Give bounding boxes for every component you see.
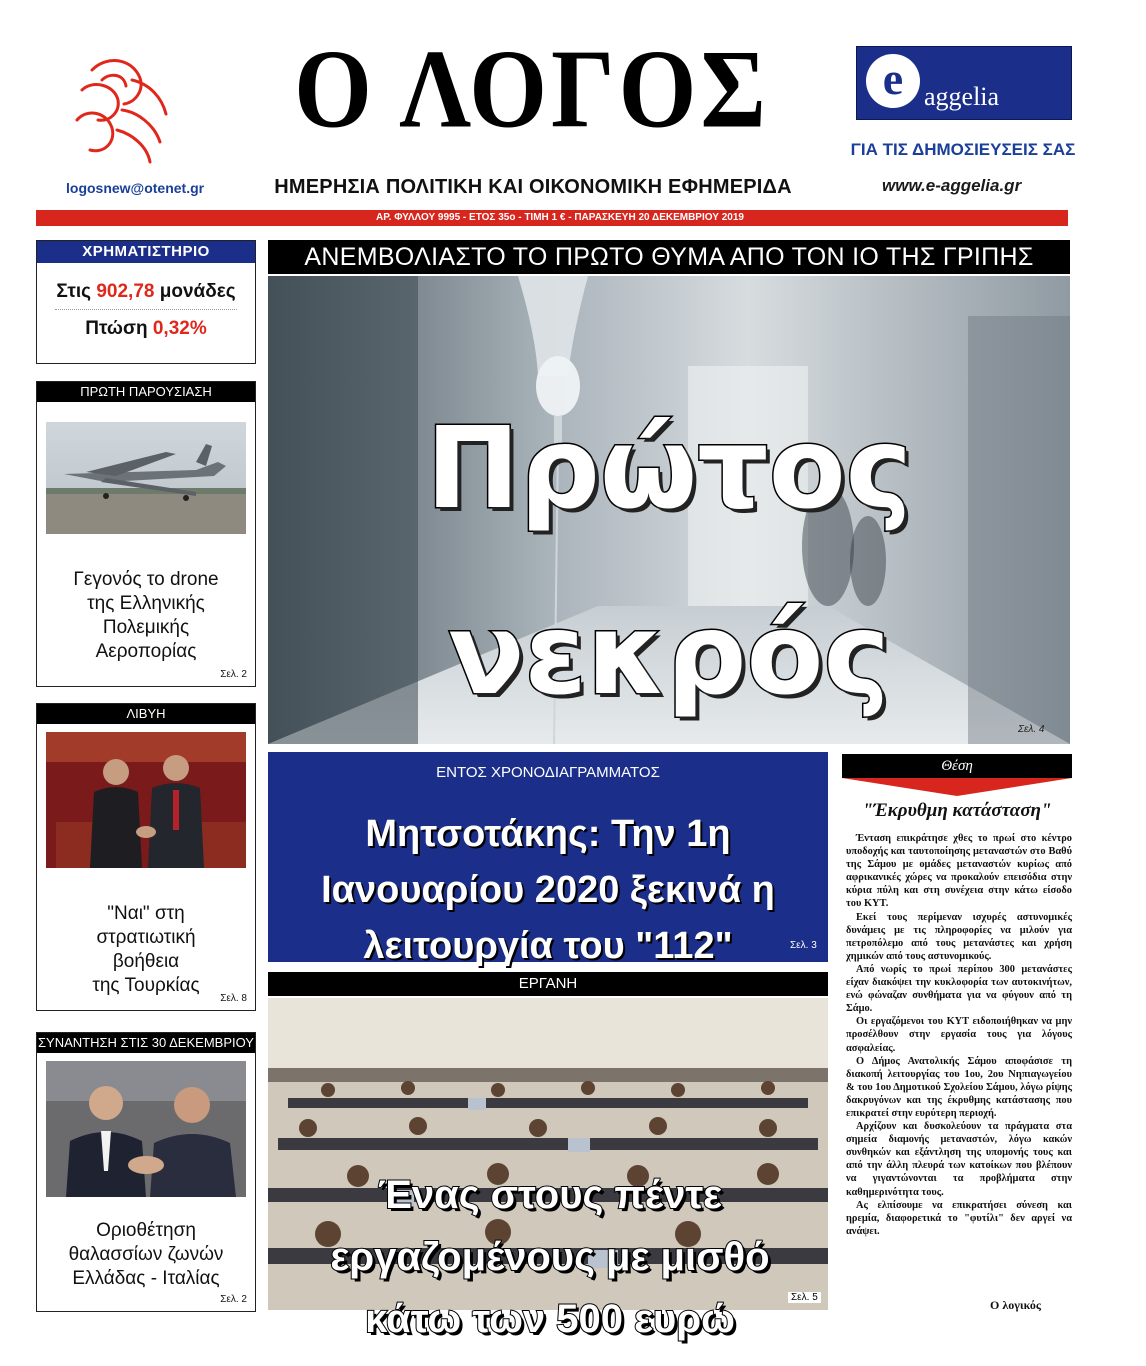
- ergani-page-ref: Σελ. 5: [788, 1292, 821, 1303]
- eaggelia-tagline: ΓΙΑ ΤΙΣ ΔΗΜΟΣΙΕΥΣΕΙΣ ΣΑΣ: [850, 140, 1076, 159]
- caption-line: "Ναι" στη: [107, 903, 185, 924]
- newspaper-title: Ο ΛΟΓΟΣ: [294, 26, 770, 152]
- caption-line: Ελλάδας - Ιταλίας: [72, 1268, 220, 1289]
- opinion-paragraph: Οι εργαζόμενοι του ΚΥΤ ειδοποιήθηκαν να μην προσέλθουν στην εργασία τους για λόγους ασφαλείας.: [846, 1016, 1072, 1054]
- stock-heading: ΧΡΗΜΑΤΙΣΤΗΡΙΟ: [37, 241, 255, 263]
- opinion-label: Θέση: [842, 754, 1072, 778]
- ergani-headline[interactable]: Ένας στους πέντε εργαζομένους με μισθό κάτω των 500 ευρώ: [330, 1173, 770, 1341]
- eaggelia-logo-word: aggelia: [924, 82, 1000, 111]
- leaders-handshake-photo: [46, 732, 246, 868]
- second-story-headline[interactable]: Μητσοτάκης: Την 1η Ιανουαρίου 2020 ξεκινά η λειτουργία του "112": [321, 813, 775, 967]
- caption-line: Αεροπορίας: [95, 641, 197, 662]
- caption-line: Πολεμικής: [102, 617, 190, 638]
- sidebar-story-caption: [37, 902, 255, 998]
- caption-line: Γεγονός το drone: [73, 569, 219, 590]
- opinion-paragraph: Ας ελπίσουμε να επικρατήσει σύνεση και ηρεμία, διαφορετικά το "φυτίλι" δεν αργεί να ανάψει.: [846, 1199, 1072, 1237]
- lead-banner-headline[interactable]: ΑΝΕΜΒΟΛΙΑΣΤΟ ΤΟ ΠΡΩΤΟ ΘΥΜΑ ΑΠΟ ΤΟΝ ΙΟ ΤΗΣ ΓΡΙΠΗΣ: [268, 240, 1070, 274]
- caption-line: της Ελληνικής: [87, 593, 205, 614]
- stock-change-prefix: Πτώση: [85, 318, 148, 339]
- second-story-page-ref: Σελ. 3: [790, 940, 817, 951]
- caption-line: στρατιωτική: [96, 927, 196, 948]
- stock-points-suffix: μονάδες: [159, 281, 236, 302]
- drone-photo: [46, 422, 246, 534]
- sidebar-story-drone[interactable]: [36, 381, 256, 687]
- stock-change-value: 0,32%: [152, 318, 207, 339]
- sidebar-story-heading: ΠΡΩΤΗ ΠΑΡΟΥΣΙΑΣΗ: [37, 382, 255, 402]
- newspaper-subtitle: ΗΜΕΡΗΣΙΑ ΠΟΛΙΤΙΚΗ ΚΑΙ ΟΙΚΟΝΟΜΙΚΗ ΕΦΗΜΕΡΙΔΑ: [274, 176, 792, 198]
- opinion-pointer-icon: [842, 778, 1072, 796]
- newspaper-logo-icon: [62, 50, 182, 170]
- caption-line: βοήθεια: [112, 951, 180, 972]
- lead-headline-line2[interactable]: νεκρός: [448, 590, 890, 720]
- opinion-body: [846, 832, 1072, 1238]
- opinion-paragraph: Ο Δήμος Ανατολικής Σάμου αποφάσισε τη διακοπή λειτουργίας του 1ου, 2ου Νηπιαγωγείου & του 1ου Δημοτικού Σχολείου Σάμου, λόγω ρίψης δακρυγόνων και της έκρυθμης κατάστασης που επικρατεί στην ευρύτερη περιοχή.: [846, 1055, 1072, 1119]
- second-story-kicker: ΕΝΤΟΣ ΧΡΟΝΟΔΙΑΓΡΑΜΜΑΤΟΣ: [436, 764, 660, 781]
- stock-points-prefix: Στις: [56, 281, 92, 302]
- lead-headline-line1[interactable]: Πρώτος: [425, 404, 913, 534]
- ergani-heading: ΕΡΓΑΝΗ: [268, 972, 828, 996]
- page-ref: Σελ. 2: [220, 1294, 247, 1305]
- caption-line: θαλασσίων ζωνών: [68, 1244, 224, 1265]
- opinion-signature: Ο λογικός: [990, 1298, 1041, 1312]
- page-ref: Σελ. 8: [220, 993, 247, 1004]
- sidebar-story-meeting[interactable]: [36, 1032, 256, 1312]
- page-ref: Σελ. 2: [220, 669, 247, 680]
- issue-info: ΑΡ. ΦΥΛΛΟΥ 9995 - ΕΤΟΣ 35ο - ΤΙΜΗ 1 € - ΠΑΡΑΣΚΕΥΗ 20 ΔΕΚΕΜΒΡΙΟΥ 2019: [376, 212, 744, 223]
- stock-box: [36, 240, 256, 364]
- opinion-paragraph: Εκεί τους περίμεναν ισχυρές αστυνομικές δυνάμεις με τις πληροφορίες να μιλούν για πετροπόλεμο από τους μετανάστες και χρήση χημικών από τους αστυνομικούς.: [846, 911, 1072, 962]
- stock-points-line: [37, 281, 255, 303]
- ministers-meeting-photo: [46, 1061, 246, 1197]
- stock-change-line: [37, 318, 255, 340]
- contact-email[interactable]: logosnew@otenet.gr: [66, 180, 205, 196]
- opinion-paragraph: Από νωρίς το πρωί περίπου 300 μετανάστες είχαν διακόψει την κυκλοφορία των αυτοκινήτων, ενώ φώναζαν συνθήματα για να φύγουν από τη Σάμο.: [846, 963, 1072, 1015]
- opinion-title[interactable]: "Έκρυθμη κατάσταση": [862, 800, 1052, 821]
- caption-line: της Τουρκίας: [92, 975, 200, 996]
- caption-line: Οριοθέτηση: [96, 1220, 196, 1241]
- eaggelia-url[interactable]: www.e-aggelia.gr: [882, 176, 1022, 195]
- sidebar-story-libya[interactable]: [36, 703, 256, 1011]
- eaggelia-logo-letter: e: [882, 53, 904, 104]
- stock-divider: [55, 309, 237, 310]
- sidebar-story-heading: ΣΥΝΑΝΤΗΣΗ ΣΤΙΣ 30 ΔΕΚΕΜΒΡΙΟΥ: [37, 1033, 255, 1053]
- stock-points-value: 902,78: [96, 281, 155, 302]
- sidebar-story-caption: [37, 568, 255, 664]
- opinion-paragraph: Ένταση επικράτησε χθες το πρωί στο κέντρο υποδοχής και ταυτοποίησης μεταναστών στο Βαθύ της Σάμου με ομάδες μεταναστών κυρίως από αφρικανικές χώρες να προκαλούν επεισόδια στην κύρια πύλη και στη συνέχεια στην κάτω είσοδο του ΚΥΤ.: [846, 833, 1072, 910]
- sidebar-story-heading: ΛΙΒΥΗ: [37, 704, 255, 724]
- opinion-paragraph: Αρχίζουν και δυσκολεύουν τα πράγματα στα σημεία διαμονής μεταναστών, λόγω κακών συνθηκών και εξάντληση της υπομονής τους και από την άλλη πλευρά των κατοίκων που βλέπουν να γιγαντώνονται τα προβλήματα στην καθημερινότητα τους.: [846, 1121, 1072, 1198]
- lead-page-ref: Σελ. 4: [1018, 724, 1045, 735]
- sidebar-story-caption: [37, 1219, 255, 1291]
